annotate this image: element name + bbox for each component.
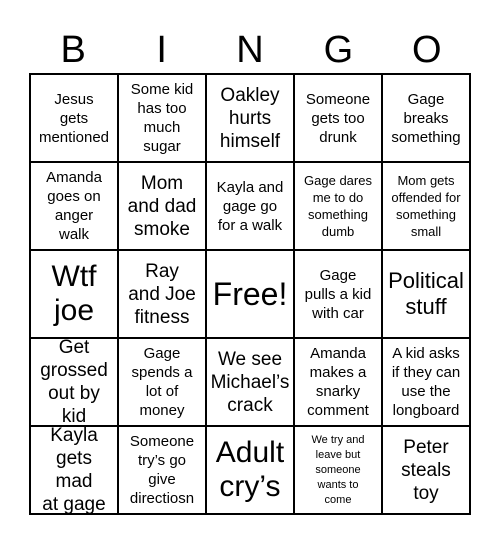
bingo-cell[interactable]	[206, 426, 294, 514]
header-letter-o: O	[412, 29, 442, 71]
cell-text: Gage spends a lot of money	[131, 345, 193, 419]
bingo-cell[interactable]	[382, 162, 470, 250]
bingo-cell[interactable]	[294, 338, 382, 426]
cell-text: Some kid has too much sugar	[130, 81, 194, 155]
header-letter-i: I	[156, 29, 167, 71]
bingo-board	[29, 73, 471, 515]
cell-text: Amanda goes on anger walk	[46, 169, 102, 243]
cell-text: Kayla and gage go for a walk	[216, 178, 284, 234]
cell-text: Adult cry’s	[215, 436, 285, 503]
cell-text: Gage dares me to do something dumb	[304, 173, 372, 239]
cell-text: Get grossed out by kid	[40, 338, 108, 426]
bingo-header	[29, 28, 471, 72]
cell-text: Kayla gets mad at gage	[42, 426, 106, 514]
cell-text: Gage pulls a kid with car	[304, 266, 372, 322]
cell-text: Political stuff	[388, 268, 464, 319]
bingo-cell[interactable]	[118, 426, 206, 514]
cell-text: Ray and Joe fitness	[128, 260, 196, 328]
bingo-cell[interactable]	[206, 162, 294, 250]
cell-text-free: Free!	[212, 276, 288, 312]
cell-text: A kid asks if they can use the longboard	[391, 345, 461, 419]
cell-text: Peter steals toy	[401, 436, 451, 504]
bingo-cell[interactable]	[118, 338, 206, 426]
bingo-cell[interactable]	[382, 338, 470, 426]
bingo-cell-free[interactable]	[206, 250, 294, 338]
cell-text: Mom gets offended for something small	[391, 173, 461, 239]
bingo-cell[interactable]	[382, 250, 470, 338]
bingo-cell[interactable]	[30, 74, 118, 162]
bingo-cell[interactable]	[294, 250, 382, 338]
bingo-cell[interactable]	[382, 426, 470, 514]
bingo-cell[interactable]	[294, 426, 382, 514]
bingo-cell[interactable]	[206, 74, 294, 162]
header-letter-g: G	[323, 29, 354, 71]
bingo-cell[interactable]	[382, 74, 470, 162]
header-letter-b: B	[60, 29, 86, 71]
cell-text: Someone try’s go give directiosn	[129, 433, 195, 507]
bingo-cell[interactable]	[294, 162, 382, 250]
bingo-cell[interactable]	[30, 162, 118, 250]
bingo-cell[interactable]	[206, 338, 294, 426]
cell-text: We see Michael’s crack	[210, 348, 290, 416]
cell-text: Someone gets too drunk	[305, 90, 371, 146]
cell-text: Wtf joe	[51, 260, 97, 327]
bingo-cell[interactable]	[30, 426, 118, 514]
cell-text: Oakley hurts himself	[219, 84, 281, 152]
bingo-cell[interactable]	[118, 74, 206, 162]
bingo-cell[interactable]	[294, 74, 382, 162]
bingo-cell[interactable]	[30, 338, 118, 426]
bingo-cell[interactable]	[118, 162, 206, 250]
cell-text: We try and leave but someone wants to come	[311, 433, 365, 506]
cell-text: Jesus gets mentioned	[38, 90, 110, 146]
cell-text: Amanda makes a snarky comment	[307, 345, 369, 419]
cell-text: Gage breaks something	[391, 90, 461, 146]
cell-text: Mom and dad smoke	[127, 172, 197, 240]
header-letter-n: N	[236, 29, 264, 71]
bingo-cell[interactable]	[118, 250, 206, 338]
bingo-cell[interactable]	[30, 250, 118, 338]
